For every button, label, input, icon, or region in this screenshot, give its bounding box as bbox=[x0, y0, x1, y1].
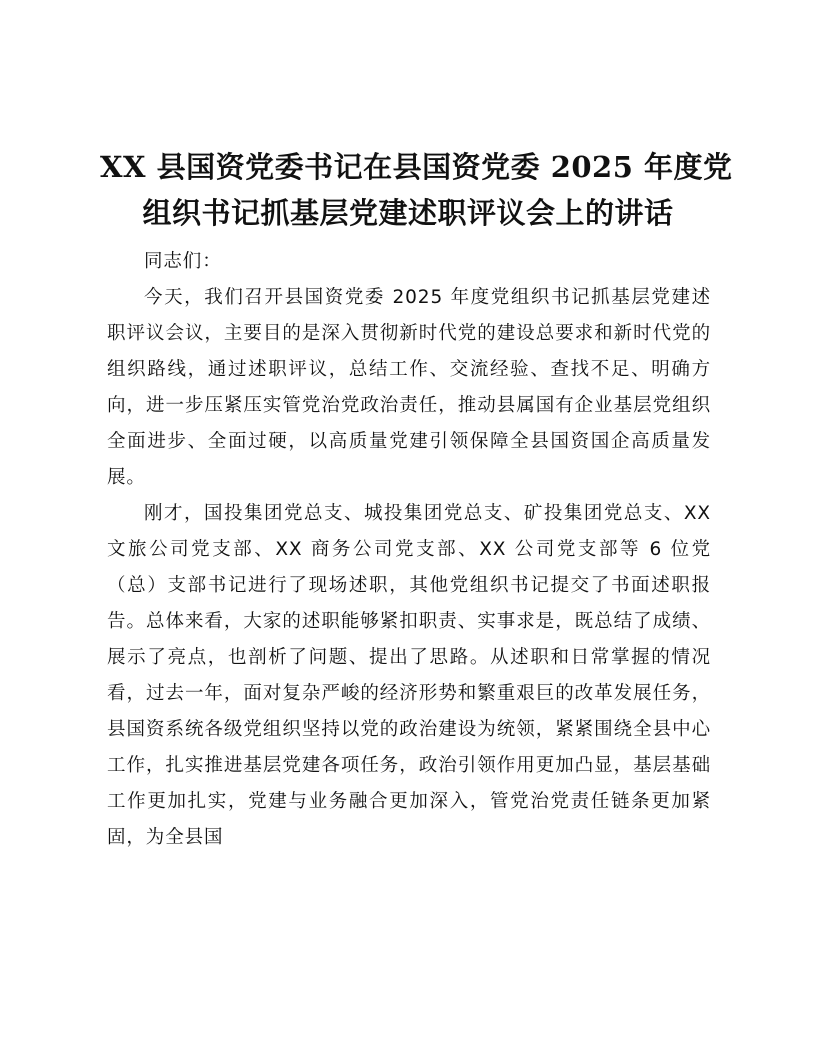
title-line-2: 组织书记抓基层党建述职评议会上的讲话 bbox=[142, 196, 674, 230]
title-line-1: XX 县国资党委书记在县国资党委 2025 年度党 bbox=[100, 150, 733, 184]
paragraph-2: 刚才，国投集团党总支、城投集团党总支、矿投集团党总支、XX 文旅公司党支部、XX 商务公司党支部、XX 公司党支部等 6 位党（总）支部书记进行了现场述职，其他党组织书记提交了书面述职报告。总体来看，大家的述职能够紧扣职责、实事求是，既总结了成绩、展示了亮点，也剖析了问题、提出了思路。从述职和日常掌握的情况看，过去一年，面对复杂严峻的经济形势和繁重艰巨的改革发展任务，县国资系统各级党组织坚持以党的政治建设为统领，紧紧围绕全县中心工作，扎实推进基层党建各项任务，政治引领作用更加凸显，基层基础工作更加扎实，党建与业务融合更加深入，管党治党责任链条更加紧固，为全县国 bbox=[107, 503, 711, 848]
document-title bbox=[100, 144, 733, 236]
paragraph-1: 今天，我们召开县国资党委 2025 年度党组织书记抓基层党建述职评议会议，主要目的是深入贯彻新时代党的建设总要求和新时代党的组织路线，通过述职评议，总结工作、交流经验、查找不足、明确方向，进一步压紧压实管党治党政治责任，推动县属国有企业基层党组织全面进步、全面过硬，以高质量党建引领保障全县国资国企高质量发展。 bbox=[107, 287, 711, 488]
document-body bbox=[107, 244, 711, 856]
salutation: 同志们： bbox=[144, 251, 222, 272]
